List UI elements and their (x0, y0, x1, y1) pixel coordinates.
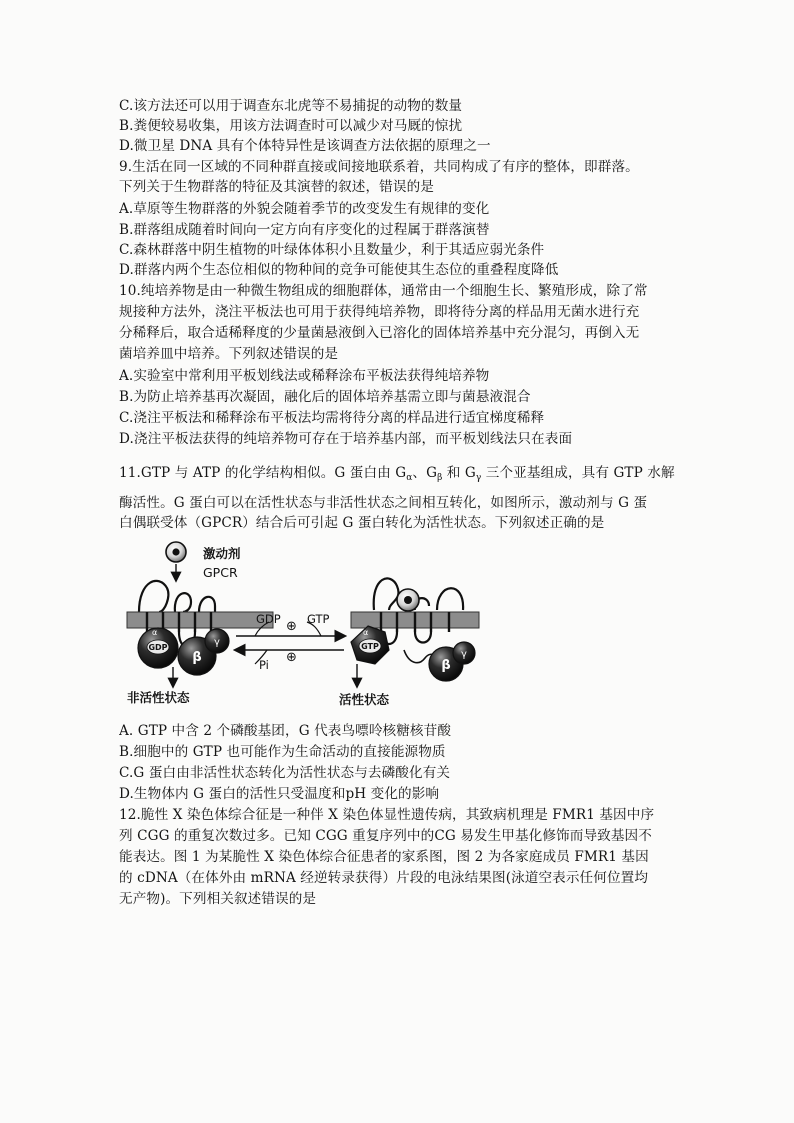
q10-stem-line-1: 10.纯培养物是由一种微生物组成的细胞群体，通常由一个细胞生长、繁殖形成，除了常 (119, 283, 648, 299)
gtp-bound-label: GTP (361, 642, 379, 651)
alpha-label-right: α (363, 628, 369, 637)
g-alpha-subunit-left (138, 628, 178, 668)
q11-option-b: B.细胞中的 GTP 也可能作为生命活动的直接能源物质 (119, 744, 446, 760)
alpha-label-left: α (152, 628, 158, 637)
beta-subscript: β (437, 473, 443, 483)
q12-stem-line-3: 能表达。图 1 为某脆性 X 染色体综合征患者的家系图，图 2 为各家庭成员 FMR1 基因 (119, 849, 649, 865)
plus-symbol-top: ⊕ (286, 619, 297, 634)
q11-stem-line-3: 白偶联受体（GPCR）结合后可引起 G 蛋白转化为活性状态。下列叙述正确的是 (119, 515, 605, 531)
q9-option-d: D.群落内两个生态位相似的物种间的竞争可能使其生态位的重叠程度降低 (119, 262, 559, 278)
gdp-bound-label: GDP (148, 643, 168, 652)
q9-stem-line-2: 下列关于生物群落的特征及其演替的叙述，错误的是 (119, 179, 434, 195)
gpcr-label: GPCR (203, 565, 238, 580)
q10-option-c: C.浇注平板法和稀释涂布平板法均需将待分离的样品进行适宜梯度稀释 (119, 410, 545, 426)
q11-stem-line-1 (119, 464, 679, 488)
q11-stem-text-a: 11.GTP 与 ATP 的化学结构相似。G 蛋白由 G (119, 465, 407, 481)
q11-sep-2: 和 G (442, 465, 476, 481)
beta-label-left: β (192, 650, 202, 665)
q11-stem-line-2: 酶活性。G 蛋白可以在活性状态与非活性状态之间相互转化，如图所示，激动剂与 G 蛋 (119, 495, 648, 511)
q12-stem-line-4: 的 cDNA（在体外由 mRNA 经逆转录获得）片段的电泳结果图(泳道空表示任何位置均 (119, 870, 649, 886)
q10-option-a: A.实验室中常利用平板划线法或稀释涂布平板法获得纯培养物 (119, 368, 490, 384)
gamma-label-right: γ (461, 649, 467, 660)
alpha-subscript: α (406, 473, 413, 483)
q8-option-b: B.粪便较易收集，用该方法调查时可以减少对马厩的惊扰 (119, 118, 463, 134)
q12-stem-line-2: 列 CGG 的重复次数过多。已知 CGG 重复序列中的CG 易发生甲基化修饰而导致基因不 (119, 828, 652, 844)
gpcr-extracellular-loops (139, 581, 215, 612)
q9-stem-line-1: 9.生活在同一区域的不同种群直接或间接地联系着，共同构成了有序的整体，即群落。 (119, 159, 639, 175)
active-state-label: 活性状态 (339, 692, 390, 707)
q9-option-b: B.群落组成随着时间向一定方向有序变化的过程属于群落演替 (119, 222, 490, 238)
q12-stem-line-1: 12.脆性 X 染色体综合征是一种伴 X 染色体显性遗传病，其致病机理是 FMR1 基因中序 (119, 807, 655, 823)
q8-option-d: D.微卫星 DNA 具有个体特异性是该调查方法依据的原理之一 (119, 138, 491, 154)
plus-symbol-bottom: ⊕ (286, 650, 297, 665)
q10-stem-line-2: 规接种方法外，浇注平板法也可用于获得纯培养物，即将待分离的样品用无菌水进行充 (119, 304, 640, 320)
q11-option-c: C.G 蛋白由非活性状态转化为活性状态与去磷酸化有关 (119, 765, 451, 781)
gamma-label-left: γ (214, 637, 220, 648)
g-alpha-subunit-right (351, 626, 389, 664)
gdp-label: GDP (256, 612, 281, 626)
q10-option-b: B.为防止培养基再次凝固，融化后的固体培养基需立即与菌悬液混合 (119, 389, 531, 405)
q10-option-d: D.浇注平板法获得的纯培养物可存在于培养基内部，而平板划线法只在表面 (119, 431, 573, 447)
q9-option-c: C.森林群落中阴生植物的叶绿体体积小且数量少，利于其适应弱光条件 (119, 242, 545, 258)
q11-stem-text-b: 三个亚基组成，具有 GTP 水解 (481, 465, 675, 481)
q10-stem-line-4: 菌培养皿中培养。下列叙述错误的是 (119, 346, 339, 362)
gtp-label: GTP (307, 612, 330, 626)
q10-stem-line-3: 分稀释后，取合适稀释度的少量菌悬液倒入已溶化的固体培养基中充分混匀，再倒入无 (119, 325, 640, 341)
q8-option-c: C.该方法还可以用于调查东北虎等不易捕捉的动物的数量 (119, 98, 463, 114)
q12-stem-line-5: 无产物)。下列相关叙述错误的是 (119, 891, 317, 907)
g-protein-diagram (119, 540, 489, 718)
agonist-molecule-left (166, 542, 186, 562)
beta-label-right: β (441, 658, 451, 673)
gpcr-intracellular-loops-right (381, 632, 431, 644)
q9-option-a: A.草原等生物群落的外貌会随着季节的改变发生有规律的变化 (119, 201, 490, 217)
q11-option-d: D.生物体内 G 蛋白的活性只受温度和pH 变化的影响 (119, 786, 440, 802)
q11-sep-1: 、G (412, 465, 438, 481)
agonist-molecule-right (397, 589, 419, 611)
cell-membrane-left (127, 612, 273, 628)
pi-label: Pi (259, 658, 269, 672)
g-gamma-subunit-right (453, 642, 475, 664)
inactive-state-label: 非活性状态 (127, 690, 190, 705)
g-gamma-subunit-left (205, 629, 229, 653)
gamma-subscript: γ (475, 473, 482, 483)
agonist-label: 激动剂 (203, 546, 241, 561)
q11-option-a: A. GTP 中含 2 个磷酸基团，G 代表鸟嘌呤核糖核苷酸 (119, 723, 452, 739)
